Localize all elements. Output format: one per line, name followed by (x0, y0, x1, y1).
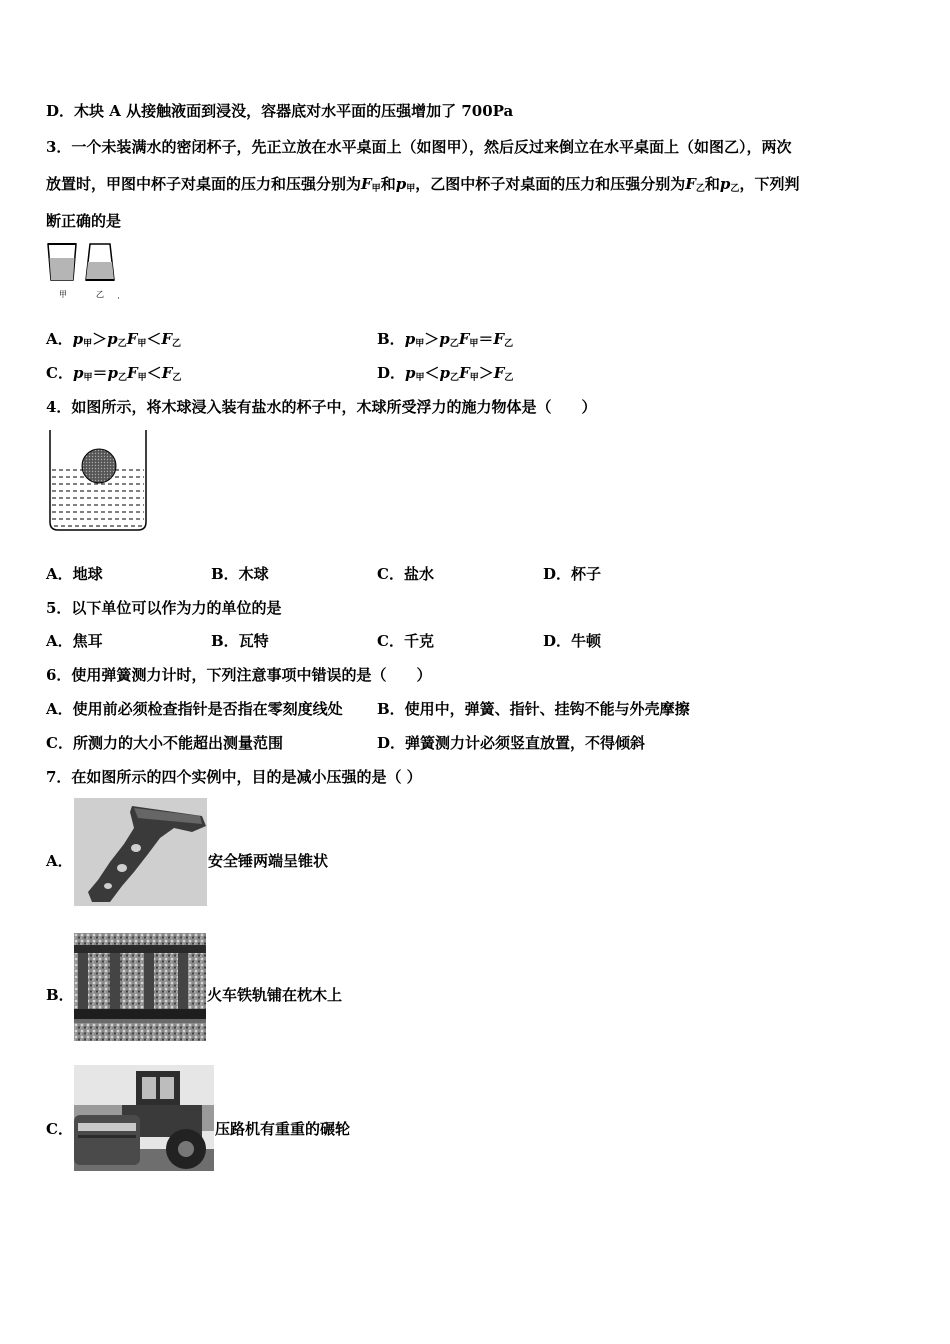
road-roller-illustration (74, 1065, 214, 1171)
q6-option-c: C．所测力的大小不能超出测量范围 (46, 734, 283, 752)
q3-cups-figure (44, 240, 134, 304)
railway-illustration (74, 933, 206, 1041)
q6-stem: 6．使用弹簧测力计时，下列注意事项中错误的是（ ） (46, 666, 432, 684)
q7-option-c-label: C． (46, 1120, 73, 1138)
q2-option-d: D．木块 A 从接触液面到浸没，容器底对水平面的压强增加了 700Pa (46, 102, 514, 120)
q4-option-c: C．盐水 (377, 565, 434, 583)
q4-option-b: B．木球 (211, 565, 269, 583)
q3-stem-line1: 3．一个未装满水的密闭杯子，先正立放在水平桌面上（如图甲），然后反过来倒立在水平桌面上（如图乙），两次 (46, 138, 792, 156)
q5-option-a: A．焦耳 (46, 632, 103, 650)
q3-option-c: C．$p_甲=p_乙F_甲<F_乙$ (46, 364, 182, 383)
q6-option-b: B．使用中，弹簧、指针、挂钩不能与外壳摩擦 (377, 700, 690, 718)
q4-beaker-figure (46, 428, 150, 534)
q3-option-b: B．$p_甲>p_乙F_甲=F_乙$ (377, 330, 514, 349)
safety-hammer-illustration (74, 798, 207, 906)
q7-stem: 7．在如图所示的四个实例中，目的是减小压强的是（ ） (46, 768, 422, 786)
q5-option-d: D．牛顿 (543, 632, 602, 650)
q5-option-c: C．千克 (377, 632, 434, 650)
q7-option-a-label: A． (46, 852, 73, 870)
q5-stem: 5．以下单位可以作为力的单位的是 (46, 599, 282, 617)
q4-option-d: D．杯子 (543, 565, 602, 583)
q3-option-d: D．$p_甲<p_乙F_甲>F_乙$ (377, 364, 514, 383)
q7-option-b-caption: 火车铁轨铺在枕木上 (207, 986, 343, 1004)
q7-railway-photo (74, 933, 206, 1041)
fig-label-jia: 甲 (59, 290, 67, 299)
q3-stem-line3: 断正确的是 (46, 212, 122, 230)
fig-label-yi: 乙 (96, 290, 104, 299)
q4-option-a: A．地球 (46, 565, 103, 583)
q6-option-a: A．使用前必须检查指针是否指在零刻度线处 (46, 700, 343, 718)
q7-road-roller-photo (74, 1065, 214, 1171)
cups-illustration (44, 240, 134, 304)
beaker-ball-illustration (46, 428, 150, 534)
q3-option-a: A．$p_甲>p_乙F_甲<F_乙$ (46, 330, 182, 349)
q7-option-b-label: B． (46, 986, 74, 1004)
q3-stem-line2: 放置时，甲图中杯子对桌面的压力和压强分别为$F_甲$和$p_甲$，乙图中杯子对桌面的压力和压强分别为$F_乙$和$p_乙$，下列判 (46, 175, 800, 194)
q7-option-a-caption: 安全锤两端呈锥状 (208, 852, 329, 870)
q7-option-c-caption: 压路机有重重的碾轮 (215, 1120, 351, 1138)
q6-option-d: D．弹簧测力计必须竖直放置，不得倾斜 (377, 734, 646, 752)
q7-safety-hammer-photo (74, 798, 207, 906)
q4-stem: 4．如图所示，将木球浸入装有盐水的杯子中，木球所受浮力的施力物体是（ ） (46, 398, 597, 416)
q5-option-b: B．瓦特 (211, 632, 269, 650)
